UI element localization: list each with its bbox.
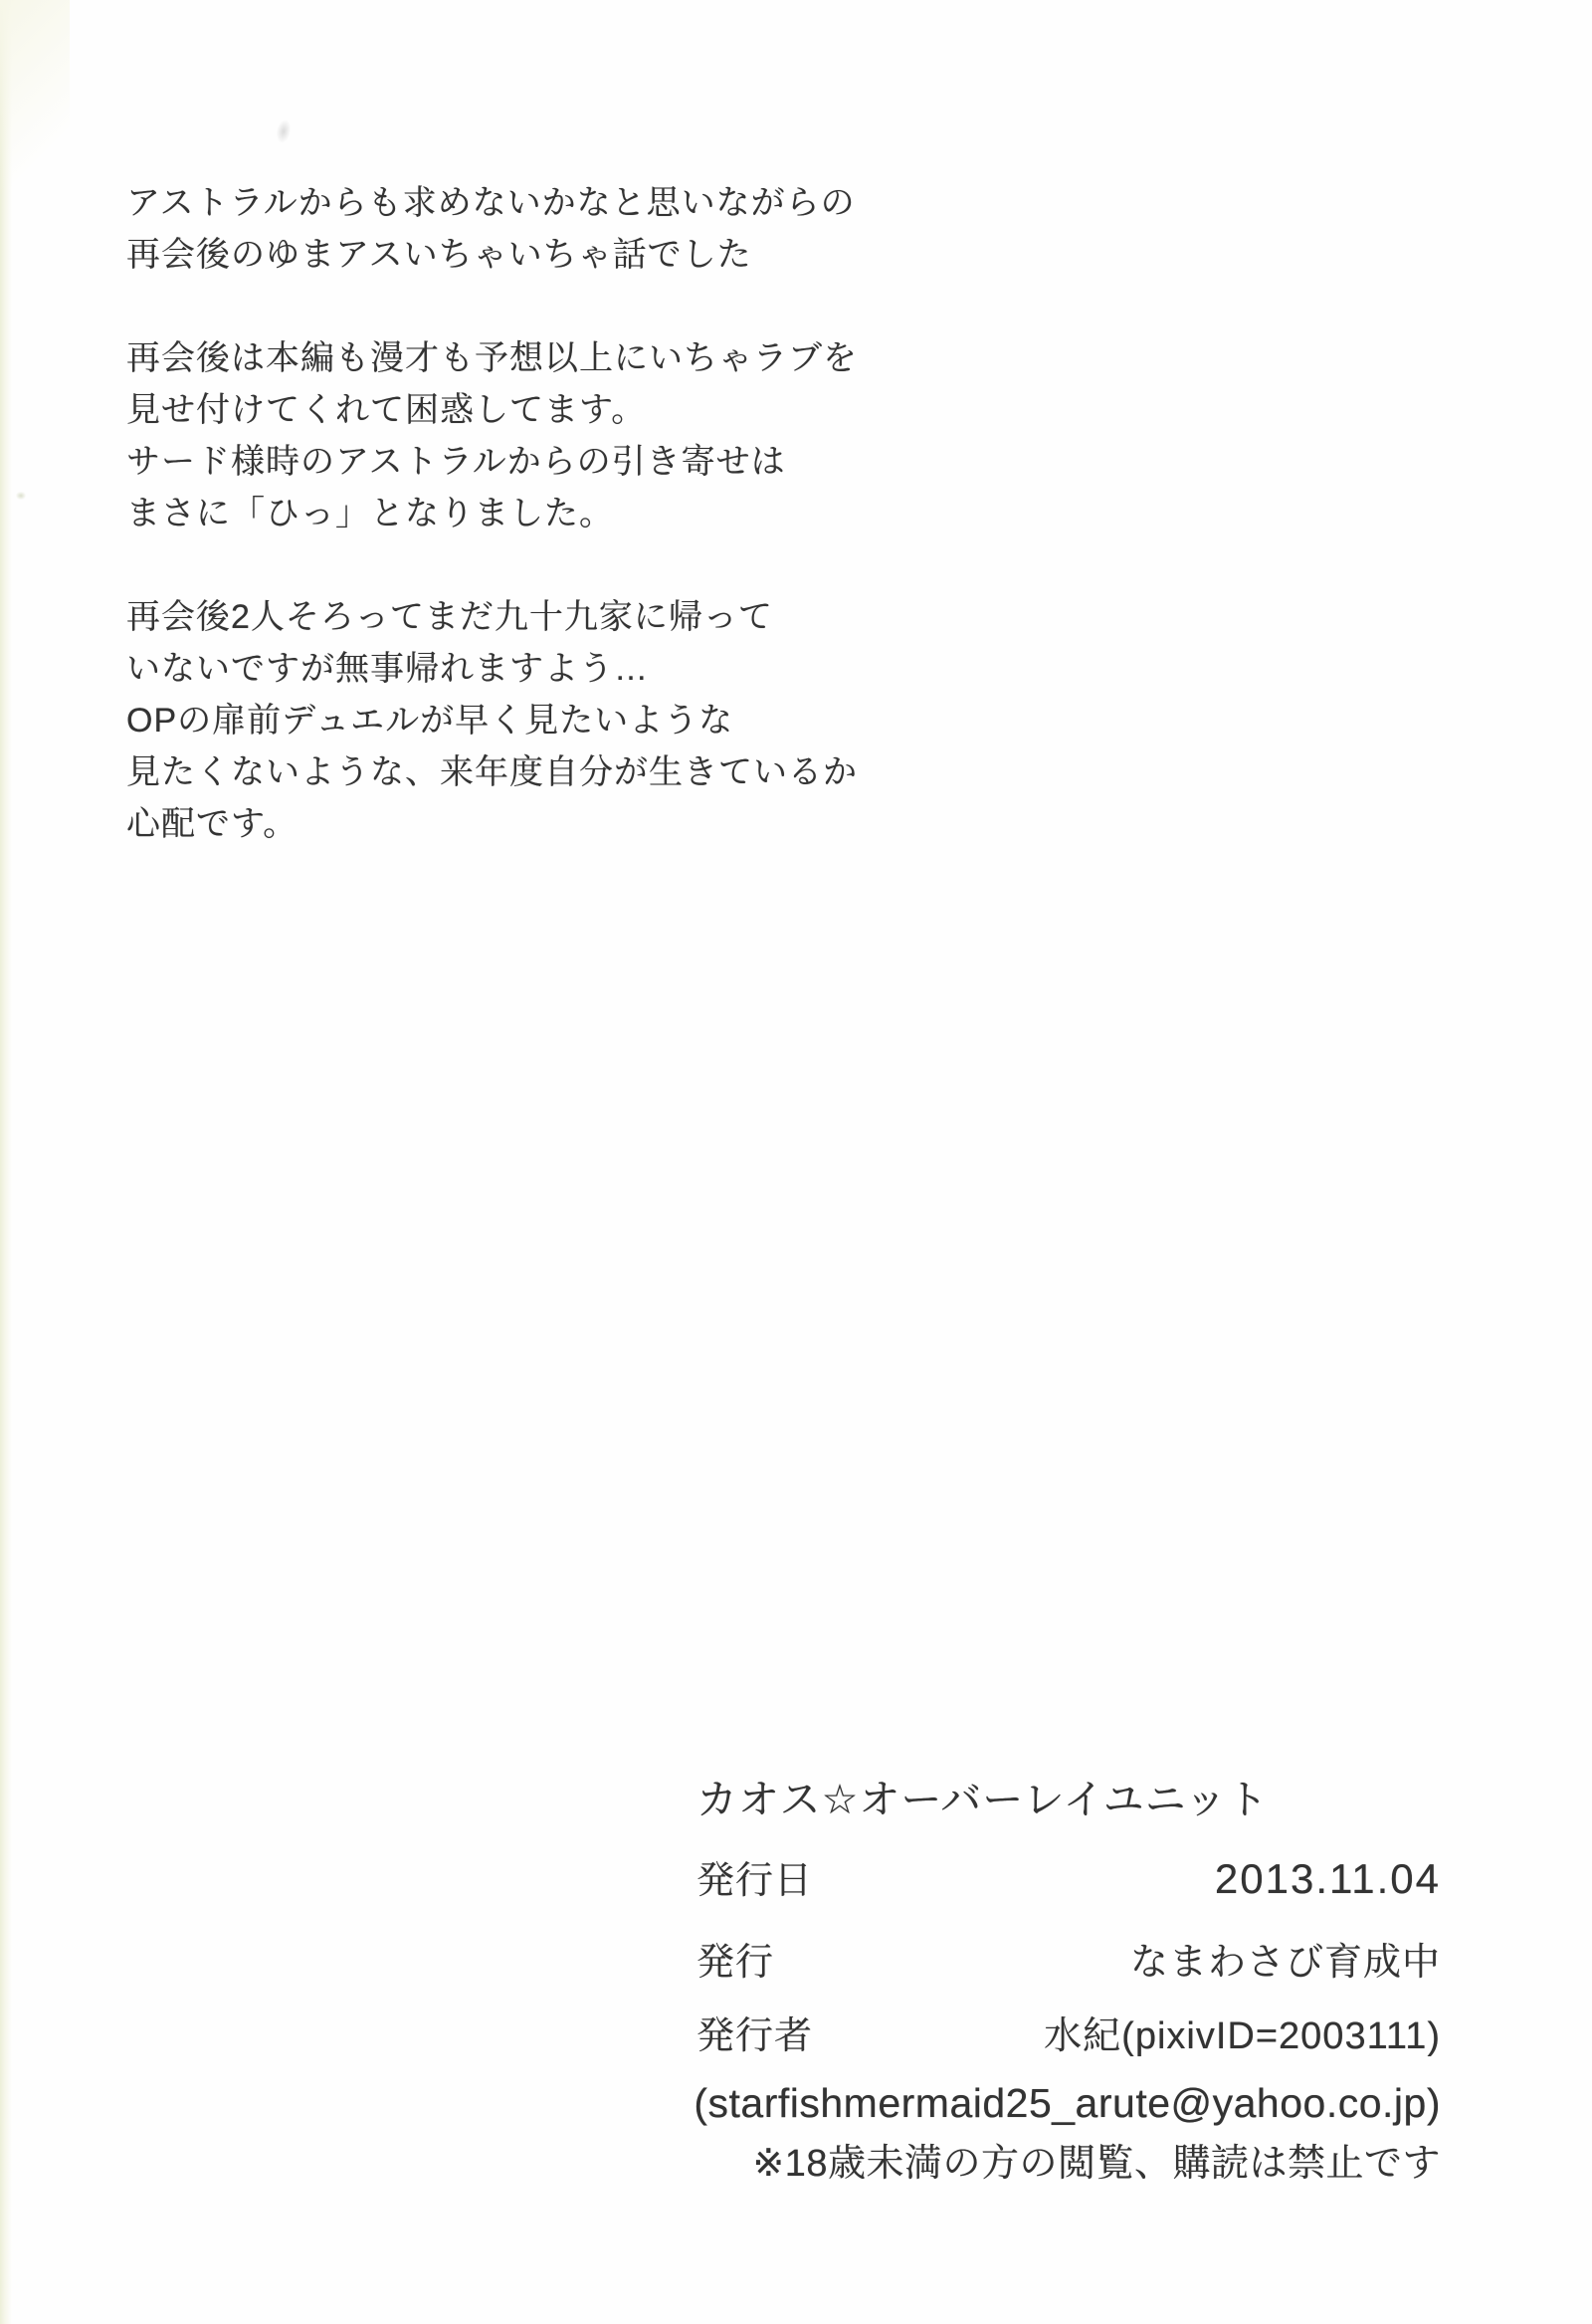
text-line: まさに「ひっ」となりました。	[126, 495, 614, 532]
text-line: いないですが無事帰れますよう…	[126, 650, 649, 688]
publish-date-value: 2013.11.04	[1214, 1855, 1441, 1902]
scan-artifact	[16, 492, 26, 500]
text-line: 心配です。	[126, 805, 298, 843]
scan-artifact	[275, 118, 294, 144]
author-name: 水紀(pixivID=2003111)	[1044, 2015, 1441, 2057]
afterword-paragraph-2	[126, 332, 883, 539]
text-line: アストラルからも求めないかなと思いながらの	[126, 184, 856, 222]
contact-email: (starfishmermaid25_arute@yahoo.co.jp)	[694, 2080, 1441, 2126]
text-line: 再会後は本編も漫才も予想以上にいちゃラブを	[126, 339, 858, 377]
page-corner-tint	[0, 0, 70, 219]
afterword-paragraph-1	[126, 177, 883, 281]
circle-label: 発行	[696, 1942, 775, 1984]
publish-date-label: 発行日	[696, 1860, 814, 1902]
text-line: 見たくないような、来年度自分が生きているか	[126, 753, 858, 791]
colophon-title: カオス☆オーバーレイユニット	[696, 1777, 1270, 1822]
text-line: 見せ付けてくれて困惑してます。	[126, 391, 647, 429]
author-label: 発行者	[696, 2015, 814, 2057]
colophon-row-publish-date	[696, 1849, 1441, 1904]
colophon-row-author	[696, 2005, 1441, 2059]
text-line: 再会後のゆまアスいちゃいちゃ話でした	[126, 236, 752, 274]
age-restriction-notice: ※18歳未満の方の閲覧、購読は禁止です	[752, 2143, 1441, 2185]
text-line: OPの扉前デュエルが早く見たいような	[126, 702, 734, 739]
text-line: 再会後2人そろってまだ九十九家に帰って	[126, 598, 773, 636]
text-line: サード様時のアストラルからの引き寄せは	[126, 443, 786, 481]
circle-name: なまわさび育成中	[1129, 1942, 1441, 1984]
afterword-paragraph-3	[126, 591, 883, 850]
page-edge-tint	[0, 0, 12, 2324]
colophon-row-circle	[696, 1931, 1441, 1986]
